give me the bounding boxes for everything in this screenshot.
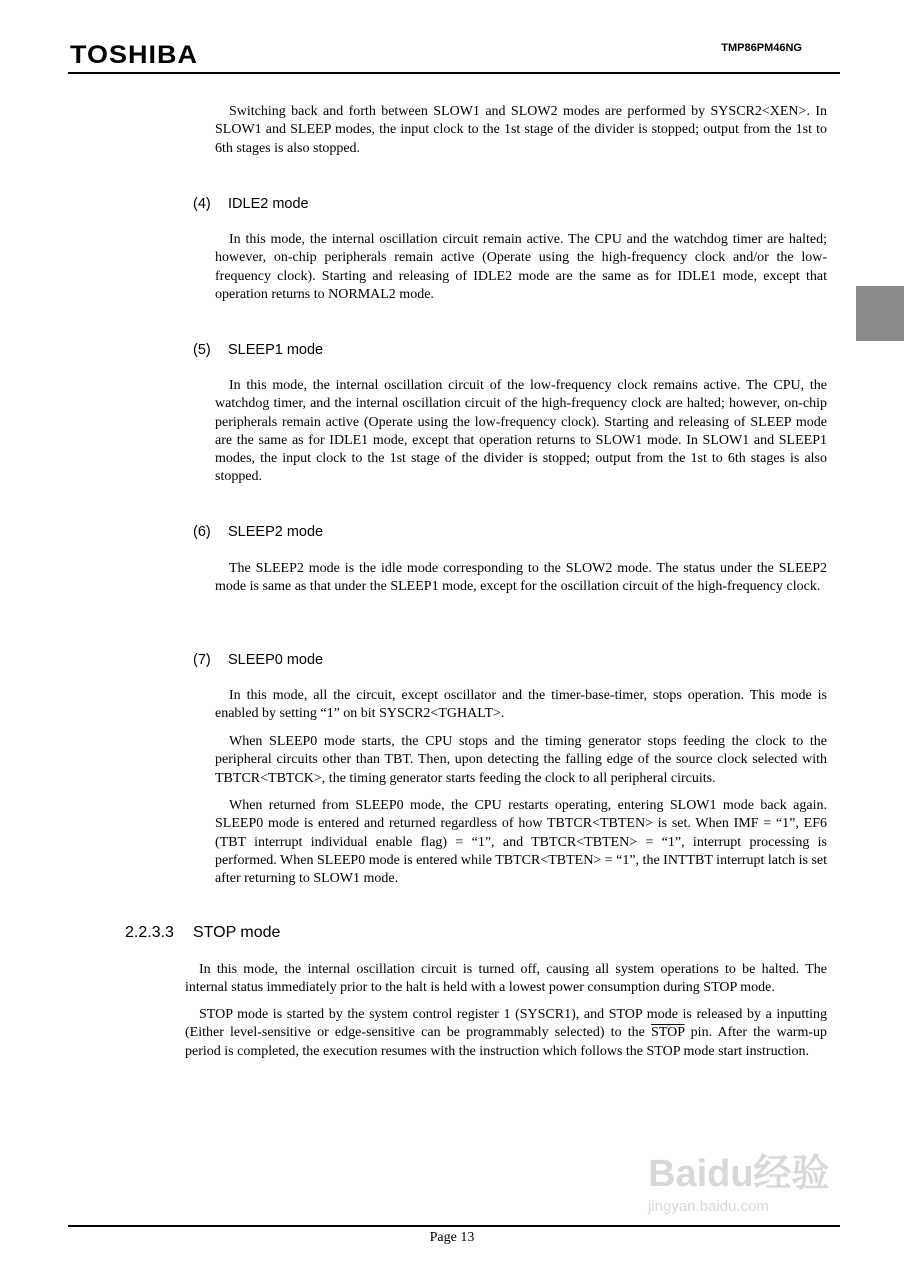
chapter-tab <box>856 286 904 341</box>
watermark-url: jingyan.baidu.com <box>648 1198 769 1215</box>
heading-sleep0 <box>193 651 323 669</box>
stop-text-after-pin: pin. After the warm-up period is completed, the execution resumes with the instruction which follows the STOP mode start instruction. <box>185 1025 827 1059</box>
heading-number: (6) <box>193 524 211 540</box>
section-number: 2.2.3.3 <box>125 924 174 941</box>
page-number: Page 13 <box>429 1230 475 1245</box>
stop-paragraph-1: In this mode, the internal oscillation circuit is turned off, causing all system operations to be halted. The internal status immediately prior to the halt is held with a lowest power consumption during STOP mode. <box>185 962 827 996</box>
toshiba-logo: TOSHIBA <box>70 41 199 69</box>
intro-paragraph: Switching back and forth between SLOW1 and SLOW2 modes are performed by SYSCR2<XEN>. In SLOW1 and SLEEP modes, the input clock to the 1st stage of the divider is stopped; output from the 1st to 6th stages is also stopped. <box>215 104 827 156</box>
heading-number: (4) <box>193 196 211 212</box>
sleep2-paragraph: The SLEEP2 mode is the idle mode corresponding to the SLOW2 mode. The status under the SLEEP2 mode is same as that under the SLEEP1 mode, except for the oscillation circuit of the high-frequency clock. <box>215 561 827 595</box>
heading-title: SLEEP2 mode <box>228 524 324 540</box>
heading-number: (5) <box>193 342 211 358</box>
heading-title: SLEEP0 mode <box>228 652 324 668</box>
heading-title: SLEEP1 mode <box>228 342 324 358</box>
stop-paragraph-2 <box>185 1006 827 1061</box>
heading-number: (7) <box>193 652 211 668</box>
sleep0-paragraph-3: When returned from SLEEP0 mode, the CPU restarts operating, entering SLOW1 mode back again. SLEEP0 mode is entered and returned regardless of how TBTCR<TBTEN> is set. When IMF = “1”, EF6 (TBT interrupt individual enable flag) = “1”, and TBTCR<TBTEN> = “1”, interrupt processing is performed. When SLEEP0 mode is entered while TBTCR<TBTEN> = “1”, the INTTBT interrupt latch is set after returning to SLOW1 mode. <box>215 798 827 887</box>
heading-title: IDLE2 mode <box>228 196 309 212</box>
heading-sleep1 <box>193 341 323 359</box>
part-number: TMP86PM46NG <box>721 42 802 54</box>
footer-rule <box>68 1225 840 1227</box>
heading-sleep2 <box>193 523 323 541</box>
heading-stop-mode <box>125 924 280 942</box>
section-title: STOP mode <box>193 924 281 941</box>
watermark-main-text: Baidu经验 <box>648 1153 830 1195</box>
stop-pin-name: STOP <box>651 1025 685 1041</box>
heading-idle2 <box>193 195 309 213</box>
header-rule <box>68 72 840 74</box>
baidu-watermark <box>648 1152 848 1222</box>
sleep1-paragraph: In this mode, the internal oscillation circuit of the low-frequency clock remains active. The CPU, the watchdog timer, and the internal oscillation circuit of the high-frequency clock are halted; however, on-chip peripherals remain active (Operate using the low-frequency clock). Starting and releasing of SLEEP mode are the same as for IDLE1 mode, except that operation returns to SLOW1 mode. In SLOW1 and SLEEP1 modes, the input clock to the 1st stage of the divider is stopped; output from the 1st to 6th stages is also stopped. <box>215 378 827 485</box>
sleep0-paragraph-2: When SLEEP0 mode starts, the CPU stops and the timing generator stops feeding the clock to the peripheral circuits other than TBT. Then, upon detecting the falling edge of the source clock selected with TBTCR<TBTCK>, the timing generator starts feeding the clock to all peripheral circuits. <box>215 734 827 786</box>
sleep0-paragraph-1: In this mode, all the circuit, except oscillator and the timer-base-timer, stops operation. This mode is enabled by setting “1” on bit SYSCR2<TGHALT>. <box>215 688 827 722</box>
stop-text-before-pin: STOP mode is started by the system control register 1 (SYSCR1), and STOP mode is released by a inputting (Either level-sensitive or edge-sensitive can be programmably selected) to the <box>185 1007 827 1041</box>
idle2-paragraph: In this mode, the internal oscillation circuit remain active. The CPU and the watchdog timer are halted; however, on-chip peripherals remain active (Operate using the high-frequency clock and/or the low-frequency clock). Starting and releasing of IDLE2 mode are the same as for IDLE1 mode, except that operation returns to NORMAL2 mode. <box>215 232 827 302</box>
